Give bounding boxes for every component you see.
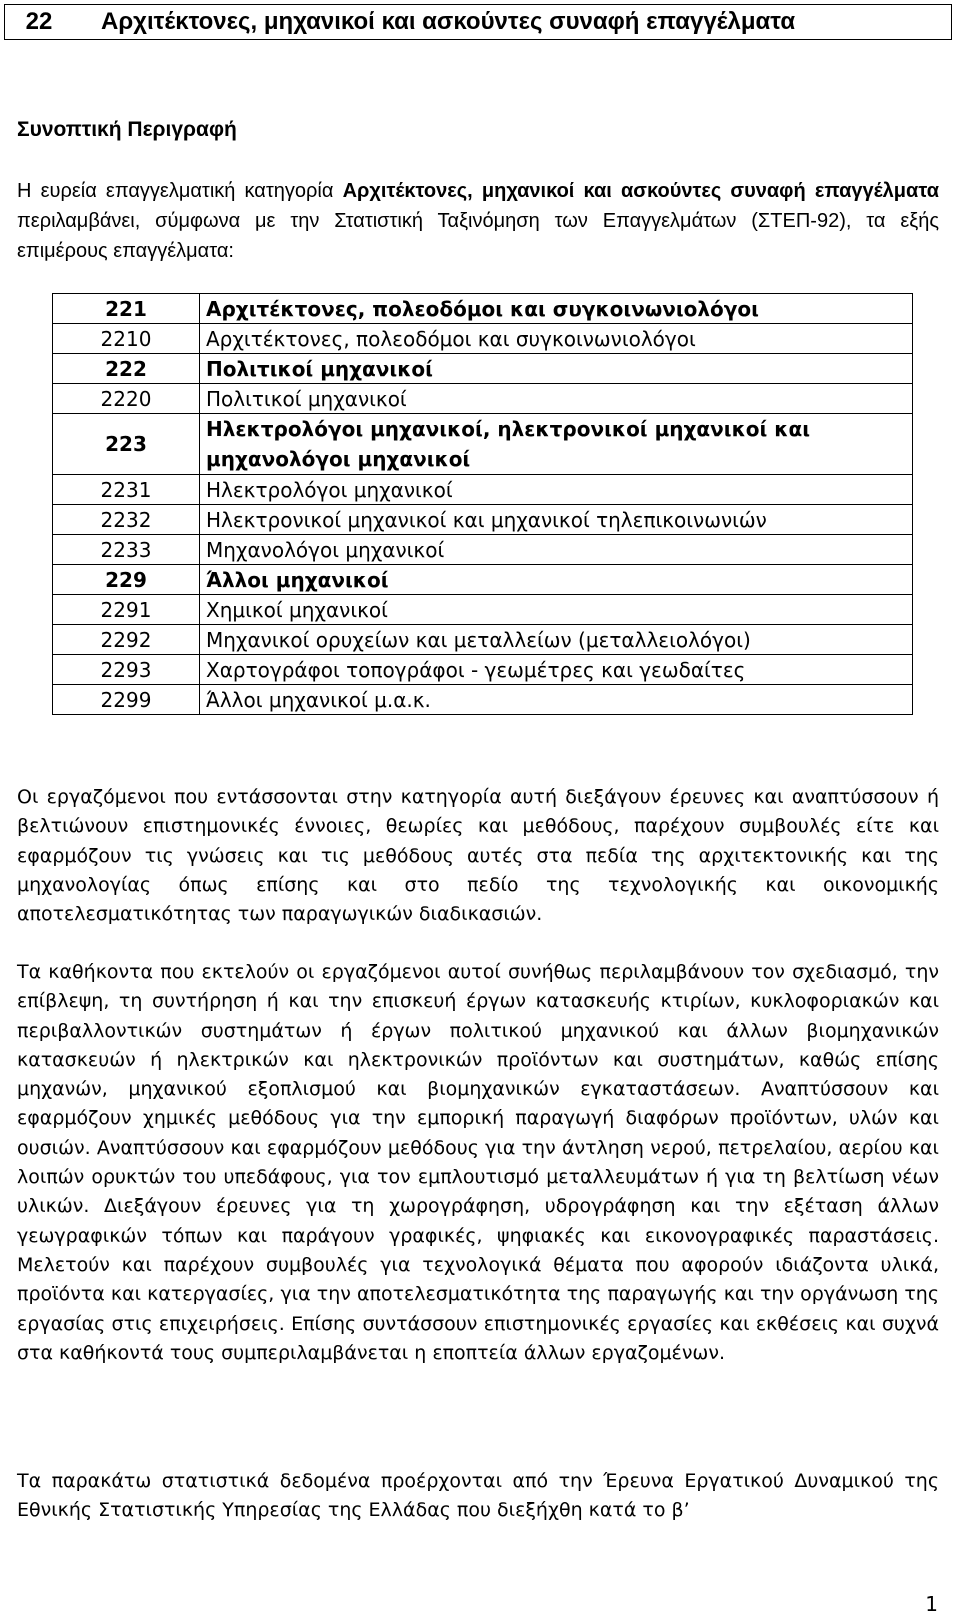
table-row <box>53 294 913 324</box>
intro-category-name: Αρχιτέκτονες, μηχανικοί και ασκούντες συναφή επαγγέλματα <box>342 180 939 202</box>
intro-paragraph <box>17 176 939 266</box>
paragraph-description: Οι εργαζόμενοι που εντάσσονται στην κατηγορία αυτή διεξάγουν έρευνες και αναπτύσσουν ή βελτιώνουν επιστημονικές έννοιες, θεωρίες και μεθόδους, παρέχουν συμβουλές είτε και εφαρμόζουν τις γνώσεις και τις μεθόδους αυτές στα πεδία της αρχιτεκτονικής και της μηχανολογίας όπως επίσης και στο πεδίο της τεχνολογικής και οικονομικής αποτελεσματικότητας των παραγωγικών διαδικασιών. <box>17 786 939 926</box>
occupation-label: Αρχιτέκτονες, πολεοδόμοι και συγκοινωνιολόγοι <box>200 324 913 354</box>
table-row <box>53 565 913 595</box>
occupation-label: Ηλεκτρολόγοι μηχανικοί, ηλεκτρονικοί μηχανικοί και μηχανολόγοι μηχανικοί <box>200 414 913 475</box>
table-row <box>53 685 913 715</box>
table-row <box>53 625 913 655</box>
occupation-label: Μηχανικοί ορυχείων και μεταλλείων (μεταλλειολόγοι) <box>200 625 913 655</box>
paragraph-duties: Τα καθήκοντα που εκτελούν οι εργαζόμενοι αυτοί συνήθως περιλαμβάνουν τον σχεδιασμό, την επίβλεψη, τη συντήρηση ή και την επισκευή έργων κατασκευής κτιρίων, κυκλοφοριακών και περιβαλλοντικών συστημάτων ή έργων πολιτικού μηχανικού και άλλων βιομηχανικών κατασκευών ή ηλεκτρικών και ηλεκτρονικών προϊόντων και συστημάτων, καθώς επίσης μηχανών, μηχανικού εξοπλισμού και βιομηχανικών εγκαταστάσεων. Αναπτύσσουν και εφαρμόζουν χημικές μεθόδους για την εμπορική παραγωγή διαφόρων προϊόντων, υλών και ουσιών. Αναπτύσσουν και εφαρμόζουν μεθόδους για την άντληση νερού, πετρελαίου, αερίου και λοιπών ορυκτών του υπεδάφους, για τον εμπλουτισμό μεταλλευμάτων ή για τη βελτίωση νέων υλικών. Διεξάγουν έρευνες για τη χωρογράφηση, υδρογράφηση και την εξέταση άλλων γεωγραφικών τόπων και παράγουν γραφικές, ψηφιακές και εικονογραφικές παραστάσεις. Μελετούν και παρέχουν συμβουλές για τεχνολογικά θέματα που αφορούν ιδιάζοντα υλικά, προϊόντα και κατεργασίες, για την αποτελεσματικότητα της παραγωγής και την οργάνωση της εργασίας στις επιχειρήσεις. Επίσης συντάσσουν επιστημονικές εργασίες και εκθέσεις και συχνά στα καθήκοντά τους συμπεριλαμβάνεται η εποπτεία άλλων εργαζομένων. <box>17 961 939 1364</box>
table-row <box>53 505 913 535</box>
occupation-label: Αρχιτέκτονες, πολεοδόμοι και συγκοινωνιολόγοι <box>200 294 913 324</box>
occupation-code: 2220 <box>53 384 200 414</box>
intro-text-end: περιλαμβάνει, σύμφωνα με την Στατιστική Ταξινόμηση των Επαγγελμάτων (ΣΤΕΠ-92), τα εξής επιμέρους επαγγέλματα: <box>17 210 939 262</box>
chapter-header <box>4 4 952 40</box>
paragraph-statistics-source: Τα παρακάτω στατιστικά δεδομένα προέρχονται από την Έρευνα Εργατικού Δυναμικού της Εθνικής Στατιστικής Υπηρεσίας της Ελλάδας που διεξήχθη κατά το β’ <box>17 1470 939 1522</box>
chapter-number: 22 <box>25 8 53 35</box>
occupation-code: 222 <box>53 354 200 384</box>
occupation-label: Άλλοι μηχανικοί <box>200 565 913 595</box>
occupation-label: Χαρτογράφοι τοπογράφοι - γεωμέτρες και γεωδαίτες <box>200 655 913 685</box>
page-number: 1 <box>925 1592 938 1616</box>
occupation-code: 2232 <box>53 505 200 535</box>
table-row <box>53 354 913 384</box>
occupation-label: Χημικοί μηχανικοί <box>200 595 913 625</box>
occupation-code: 2293 <box>53 655 200 685</box>
chapter-title: Αρχιτέκτονες, μηχανικοί και ασκούντες συναφή επαγγέλματα <box>101 8 796 35</box>
occupation-label: Πολιτικοί μηχανικοί <box>200 384 913 414</box>
occupation-code: 2233 <box>53 535 200 565</box>
occupation-code: 2291 <box>53 595 200 625</box>
occupation-label: Άλλοι μηχανικοί μ.α.κ. <box>200 685 913 715</box>
occupation-code: 221 <box>53 294 200 324</box>
occupation-code: 229 <box>53 565 200 595</box>
table-row <box>53 595 913 625</box>
table-row <box>53 414 913 475</box>
occupation-code: 2292 <box>53 625 200 655</box>
occupation-code: 2210 <box>53 324 200 354</box>
occupation-label: Ηλεκτρονικοί μηχανικοί και μηχανικοί τηλεπικοινωνιών <box>200 505 913 535</box>
occupation-label: Ηλεκτρολόγοι μηχανικοί <box>200 475 913 505</box>
occupation-code: 2231 <box>53 475 200 505</box>
occupation-code: 223 <box>53 414 200 475</box>
occupation-label: Μηχανολόγοι μηχανικοί <box>200 535 913 565</box>
table-row <box>53 535 913 565</box>
occupation-codes-table <box>52 293 913 715</box>
occupation-label: Πολιτικοί μηχανικοί <box>200 354 913 384</box>
table-row <box>53 475 913 505</box>
table-row <box>53 324 913 354</box>
section-heading: Συνοπτική Περιγραφή <box>17 118 237 141</box>
table-row <box>53 655 913 685</box>
occupation-code: 2299 <box>53 685 200 715</box>
intro-text-start: Η ευρεία επαγγελματική κατηγορία <box>17 180 343 202</box>
table-row <box>53 384 913 414</box>
